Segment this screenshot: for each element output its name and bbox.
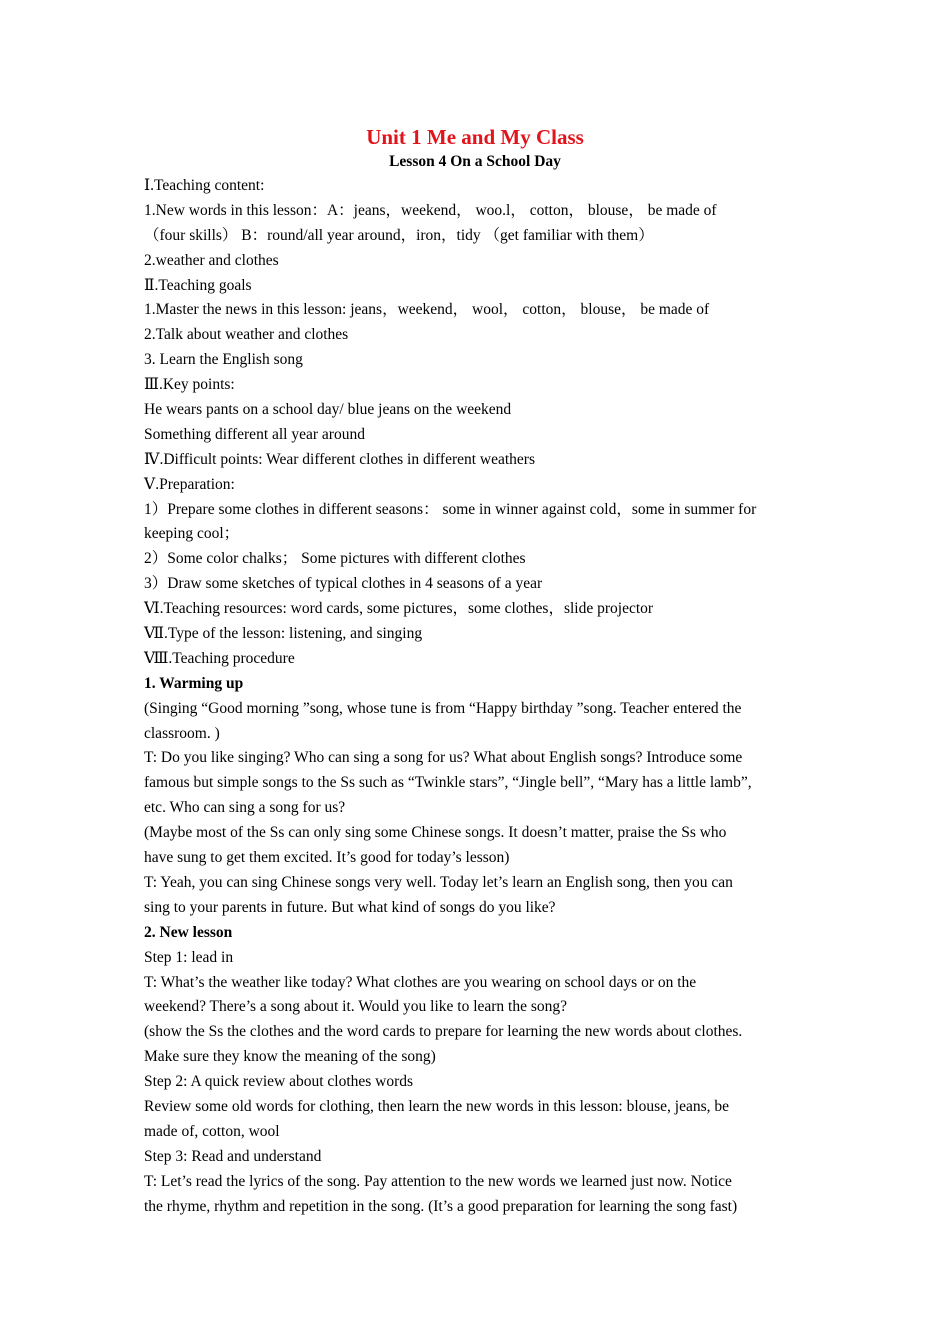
text-line: 3）Draw some sketches of typical clothes in 4 seasons of a year — [144, 575, 543, 593]
text-line: Ⅱ.Teaching goals — [144, 276, 252, 294]
text-line: 1）Prepare some clothes in different seasons： some in winner against cold，some in summer for — [144, 500, 757, 518]
text-line: Review some old words for clothing, then learn the new words in this lesson: blouse, jeans, be — [144, 1097, 730, 1115]
text-line: Step 2: A quick review about clothes words — [144, 1073, 414, 1091]
text-line: 2.Talk about weather and clothes — [144, 326, 349, 344]
text-line: Step 1: lead in — [144, 948, 234, 966]
text-line: Ⅳ.Difficult points: Wear different clothes in different weathers — [144, 450, 536, 468]
document-body — [144, 174, 809, 1219]
text-line: Ⅵ.Teaching resources: word cards, some pictures，some clothes，slide projector — [144, 600, 654, 618]
text-line: 3. Learn the English song — [144, 351, 303, 369]
text-line: Make sure they know the meaning of the song) — [144, 1048, 436, 1066]
section-heading: 1. Warming up — [144, 674, 244, 692]
text-line: 1.Master the news in this lesson: jeans，weekend， wool， cotton， blouse， be made of — [144, 301, 710, 319]
text-line: Something different all year around — [144, 425, 365, 443]
text-line: keeping cool； — [144, 525, 240, 543]
document-subtitle: Lesson 4 On a School Day — [389, 153, 561, 170]
section-heading: 2. New lesson — [144, 923, 233, 941]
text-line: (Singing “Good morning ”song, whose tune is from “Happy birthday ”song. Teacher entered the — [144, 699, 742, 717]
text-line: （four skills） B：round/all year around，iron，tidy （get familiar with them） — [144, 226, 654, 244]
document-title: Unit 1 Me and My Class — [366, 125, 584, 149]
text-line: have sung to get them excited. It’s good for today’s lesson) — [144, 849, 510, 867]
text-line: 2.weather and clothes — [144, 251, 279, 269]
text-line: etc. Who can sing a song for us? — [144, 799, 346, 817]
text-line: T: Yeah, you can sing Chinese songs very well. Today let’s learn an English song, then you can — [144, 873, 733, 891]
text-line: the rhyme, rhythm and repetition in the song. (It’s a good preparation for learning the song fast) — [144, 1197, 738, 1215]
text-line: Ⅲ.Key points: — [144, 376, 235, 394]
text-line: classroom. ) — [144, 724, 220, 742]
text-line: Step 3: Read and understand — [144, 1147, 322, 1165]
text-line: weekend? There’s a song about it. Would you like to learn the song? — [144, 998, 568, 1016]
text-line: Ⅶ.Type of the lesson: listening, and singing — [144, 625, 423, 643]
text-line: T: Let’s read the lyrics of the song. Pay attention to the new words we learned just now. Notice — [144, 1172, 732, 1190]
text-line: sing to your parents in future. But what kind of songs do you like? — [144, 898, 556, 916]
text-line: 2）Some color chalks； Some pictures with different clothes — [144, 550, 526, 568]
text-line: Ⅰ.Teaching content: — [144, 177, 265, 194]
text-line: (show the Ss the clothes and the word cards to prepare for learning the new words about clothes. — [144, 1023, 743, 1041]
text-line: Ⅷ.Teaching procedure — [144, 649, 295, 667]
text-line: famous but simple songs to the Ss such as “Twinkle stars”, “Jingle bell”, “Mary has a little lamb”, — [144, 774, 752, 792]
text-line: Ⅴ.Preparation: — [144, 475, 235, 493]
text-line: (Maybe most of the Ss can only sing some Chinese songs. It doesn’t matter, praise the Ss who — [144, 824, 727, 842]
text-line: He wears pants on a school day/ blue jeans on the weekend — [144, 401, 512, 419]
text-line: made of, cotton, wool — [144, 1122, 280, 1140]
text-line: T: What’s the weather like today? What clothes are you wearing on school days or on the — [144, 973, 697, 991]
text-line: T: Do you like singing? Who can sing a song for us? What about English songs? Introduce some — [144, 749, 743, 767]
text-line: 1.New words in this lesson：A：jeans，weekend， woo.l， cotton， blouse， be made of — [144, 201, 717, 219]
